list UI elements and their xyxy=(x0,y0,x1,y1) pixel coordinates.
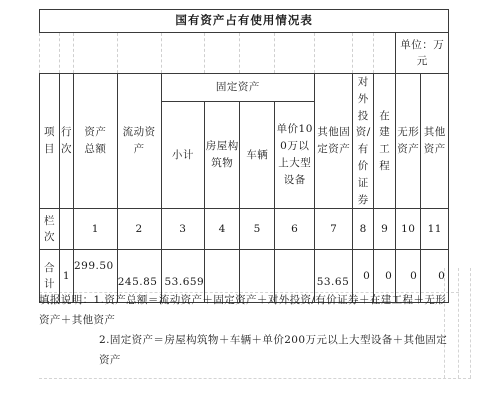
header-fixed-assets: 固定资产 xyxy=(161,74,315,102)
header-construction: 在建工程 xyxy=(374,74,396,209)
sum-subtotal: 53.659 xyxy=(161,250,205,303)
header-intangible: 无形资产 xyxy=(396,74,421,209)
header-total-assets: 资产总额 xyxy=(74,74,118,209)
header-current-assets: 流动资产 xyxy=(117,74,161,209)
sum-current-assets: 245.85 xyxy=(117,250,161,303)
column-number: 5 xyxy=(240,209,275,250)
note-line-1: 填报说明：1.资产总额＝流动资产＋固定资产＋对外投资/有价证券＋在建工程＋无形资产＋其他资产 xyxy=(39,294,447,326)
sum-intangible: 0 xyxy=(396,250,421,303)
header-large-equipment: 单价100万以上大型设备 xyxy=(275,101,315,209)
header-seq: 行次 xyxy=(60,74,74,209)
assets-table xyxy=(39,9,449,303)
header-external-invest: 对外投资/有价证券 xyxy=(353,74,374,209)
sum-external-invest: 0 xyxy=(353,250,374,303)
column-number: 4 xyxy=(205,209,240,250)
sum-total-assets: 299.50 xyxy=(74,250,118,303)
header-buildings: 房屋构筑物 xyxy=(205,101,240,209)
column-number: 7 xyxy=(315,209,353,250)
note-line-2: 2.固定资产＝房屋构筑物＋车辆＋单价200万元以上大型设备＋其他固定资产 xyxy=(99,334,448,366)
column-number: 10 xyxy=(396,209,421,250)
column-row-label: 栏次 xyxy=(40,209,60,250)
sum-other-fixed: 53.65 xyxy=(315,250,353,303)
column-number: 9 xyxy=(374,209,396,250)
sum-construction: 0 xyxy=(374,250,396,303)
sum-other-assets: 0 xyxy=(421,250,449,303)
column-number: 1 xyxy=(74,209,118,250)
header-item: 项目 xyxy=(40,74,60,209)
header-other-fixed: 其他固定资产 xyxy=(315,74,353,209)
table-title: 国有资产占有使用情况表 xyxy=(40,10,449,33)
header-vehicles: 车辆 xyxy=(240,101,275,209)
grid-line xyxy=(39,378,471,379)
filling-notes xyxy=(39,290,457,370)
sum-row-label: 合计 xyxy=(40,250,60,303)
column-number: 6 xyxy=(275,209,315,250)
grid-line xyxy=(458,268,459,378)
sum-row-seq: 1 xyxy=(60,250,74,303)
column-number: 3 xyxy=(161,209,205,250)
header-other-assets: 其他资产 xyxy=(421,74,449,209)
grid-line xyxy=(470,268,471,378)
header-subtotal: 小计 xyxy=(161,101,205,209)
column-number: 11 xyxy=(421,209,449,250)
column-number: 8 xyxy=(353,209,374,250)
unit-label: 单位：万元 xyxy=(396,33,449,74)
column-number: 2 xyxy=(117,209,161,250)
